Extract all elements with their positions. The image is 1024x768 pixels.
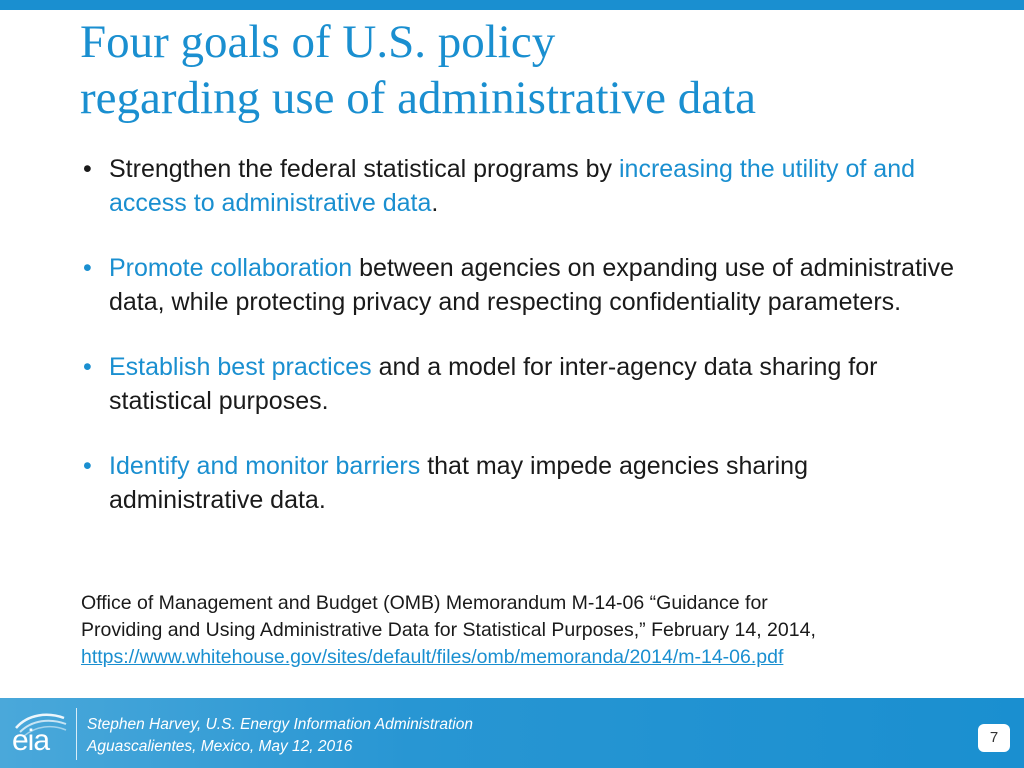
footer-divider <box>76 708 77 760</box>
slide-title <box>80 14 980 126</box>
bullet-highlight: increasing the utility of and access to administrative data <box>109 155 916 217</box>
goal-bullet-3 <box>80 350 960 418</box>
goal-bullet-1 <box>80 152 960 220</box>
citation-line-2: Providing and Using Administrative Data for Statistical Purposes,” February 14, 2014, <box>81 619 816 641</box>
bullet-marker: • <box>83 452 92 480</box>
bullet-text: Strengthen the federal statistical programs by <box>109 155 619 183</box>
top-accent-bar <box>0 0 1024 10</box>
citation <box>81 590 981 671</box>
bullet-text: . <box>431 189 439 217</box>
eia-logo-text: eia <box>12 724 50 757</box>
footer-location-date: Aguascalientes, Mexico, May 12, 2016 <box>87 738 353 755</box>
bullet-highlight: Promote collaboration <box>109 254 353 282</box>
goals-list <box>80 152 960 548</box>
bullet-text: and a model for inter-agency data sharing for statistical purposes. <box>109 353 878 415</box>
bullet-highlight: Establish best practices <box>109 353 372 381</box>
page-number: 7 <box>978 724 1010 752</box>
footer-presenter: Stephen Harvey, U.S. Energy Information Administration <box>87 716 473 733</box>
goal-bullet-4 <box>80 449 960 517</box>
bullet-text: between agencies on expanding use of administrative data, while protecting privacy and respecting confidentiality parameters. <box>109 254 954 316</box>
bullet-text: that may impede agencies sharing administrative data. <box>109 452 808 514</box>
footer-text <box>87 714 473 758</box>
citation-link[interactable]: https://www.whitehouse.gov/sites/default/files/omb/memoranda/2014/m-14-06.pdf <box>81 646 784 668</box>
footer-bar <box>0 698 1024 768</box>
goal-bullet-2 <box>80 251 960 319</box>
citation-line-1: Office of Management and Budget (OMB) Memorandum M-14-06 “Guidance for <box>81 592 768 614</box>
bullet-marker: • <box>83 254 92 282</box>
title-line-1: Four goals of U.S. policy <box>80 16 556 68</box>
bullet-marker: • <box>83 353 92 381</box>
title-line-2: regarding use of administrative data <box>80 72 757 124</box>
bullet-marker: • <box>83 155 92 183</box>
bullet-highlight: Identify and monitor barriers <box>109 452 421 480</box>
